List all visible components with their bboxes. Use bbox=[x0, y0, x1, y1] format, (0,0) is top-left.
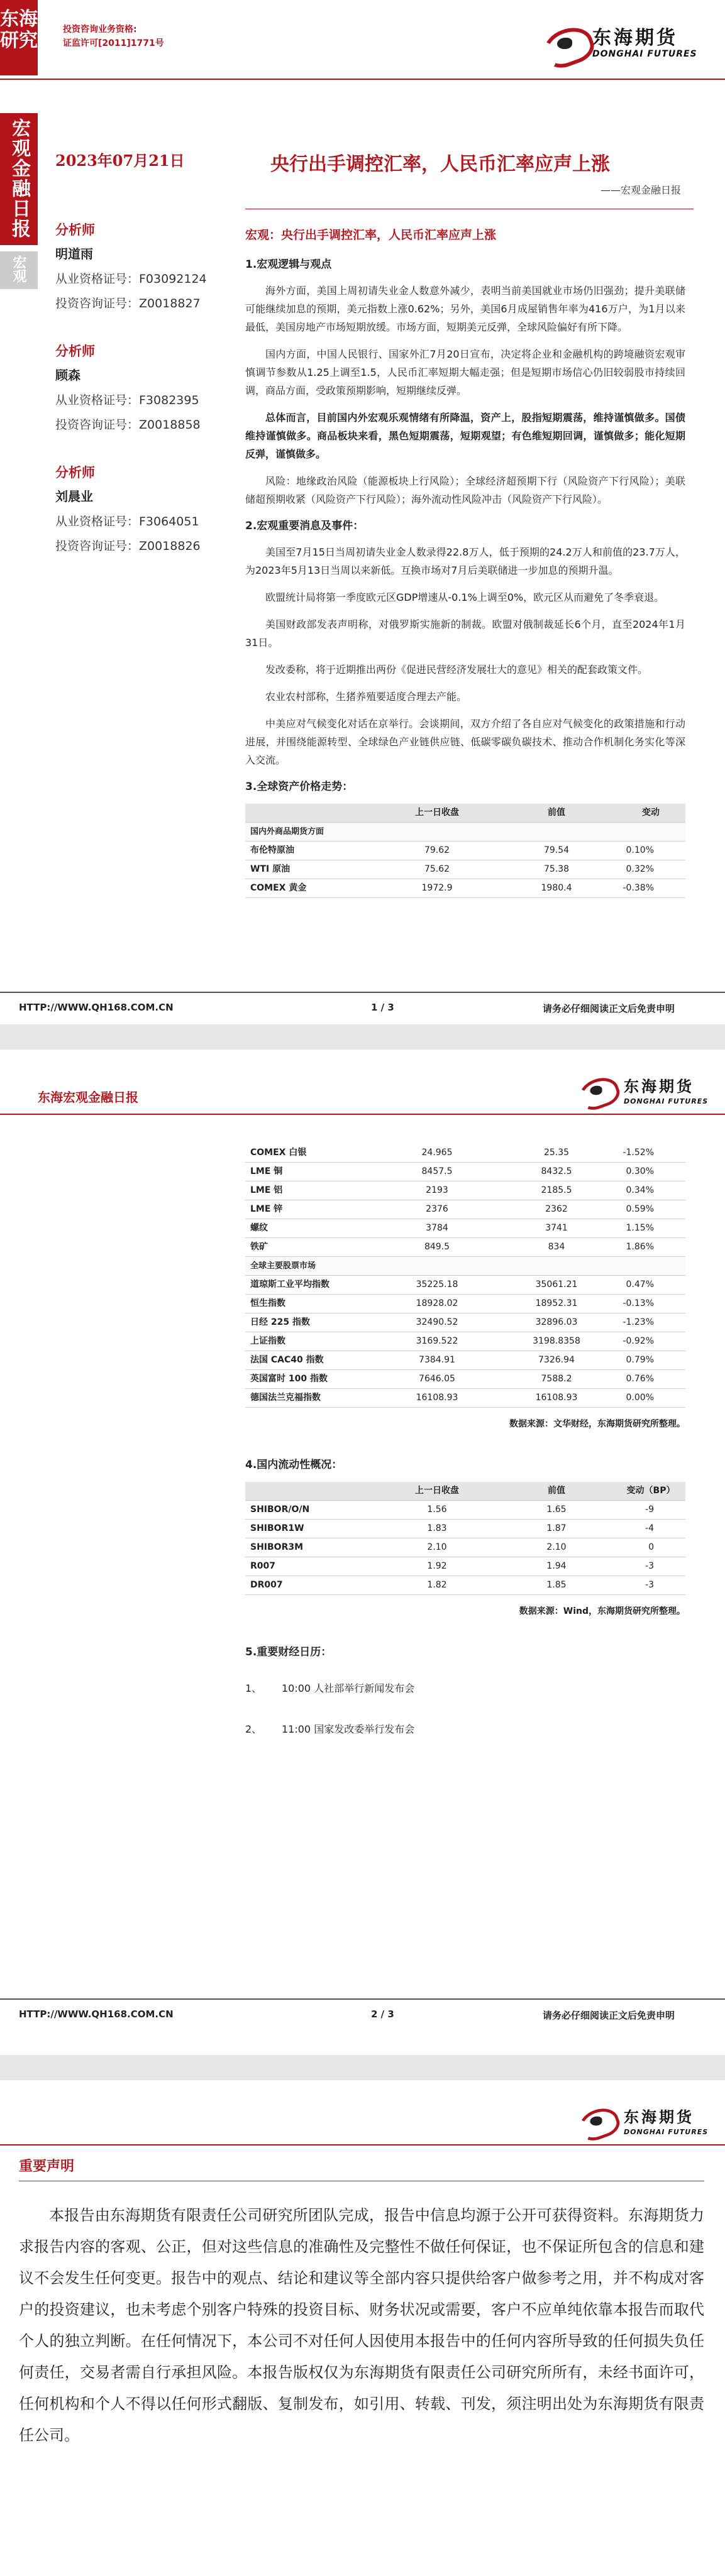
section-title: 1.宏观逻辑与观点 bbox=[245, 258, 332, 271]
donghai-logo-icon bbox=[577, 1076, 616, 1105]
table-row bbox=[245, 1520, 685, 1538]
table-cell-chg: -0.92% bbox=[616, 1332, 685, 1351]
table-row bbox=[245, 1238, 685, 1257]
section-tab: 宏观金融日报 bbox=[0, 113, 38, 245]
table-cell-name: SHIBOR/O/N bbox=[245, 1501, 377, 1520]
analyst-list bbox=[55, 220, 213, 561]
table-cell-chg: -0.38% bbox=[616, 879, 685, 898]
table-cell-last: 1.83 bbox=[377, 1520, 497, 1538]
section-title: 3.全球资产价格走势： bbox=[245, 781, 353, 793]
news-item: 发改委称，将于近期推出两份《促进民营经济发展壮大的意见》相关的配套政策文件。 bbox=[265, 664, 648, 676]
table-cell-prev: 79.54 bbox=[497, 841, 616, 860]
table-cell-last: 18928.02 bbox=[377, 1295, 497, 1313]
table-cell-last: 24.965 bbox=[377, 1144, 497, 1163]
table-cell-last: 35225.18 bbox=[377, 1276, 497, 1295]
paragraph-domestic: 国内方面，中国人民银行、国家外汇7月20日宣布，决定将企业和金融机构的跨境融资宏观审慎调节参数从1.25上调至1.5，人民币汇率短期大幅走强；但是短期市场信心仍旧较弱股市持续回调，商品方面，受政策预期影响，短期继续反弹。 bbox=[245, 348, 685, 397]
table-cell-chg: 0.32% bbox=[616, 860, 685, 879]
table-cell-last: 1.92 bbox=[377, 1557, 497, 1576]
table-cell-last: 75.62 bbox=[377, 860, 497, 879]
table-cell-last: 849.5 bbox=[377, 1238, 497, 1257]
research-side-label: 东海研究 bbox=[0, 0, 38, 75]
table-cell-prev: 35061.21 bbox=[497, 1276, 616, 1295]
table-row bbox=[245, 1295, 685, 1313]
news-item: 中美应对气候变化对话在京举行。会谈期间，双方介绍了各自应对气候变化的政策措施和行动进展，并围绕能源转型、全球绿色产业链供应链、低碳零碳负碳技术、推动合作机制化务实化等深入交流。 bbox=[245, 718, 685, 766]
table-cell-chg: 0 bbox=[616, 1538, 685, 1557]
table-cell-chg: -1.52% bbox=[616, 1144, 685, 1163]
table-header-row: 上一日收盘 前值 变动 bbox=[245, 804, 685, 823]
table-cell-last: 7384.91 bbox=[377, 1351, 497, 1370]
table-row bbox=[245, 1332, 685, 1351]
table-cell-prev: 18952.31 bbox=[497, 1295, 616, 1313]
page-1 bbox=[0, 0, 725, 1024]
table-cell-chg: 0.59% bbox=[616, 1200, 685, 1219]
table-cell-name: WTI 原油 bbox=[245, 860, 377, 879]
table-cell-name: COMEX 黄金 bbox=[245, 879, 377, 898]
page-2 bbox=[0, 1050, 725, 2055]
table-row bbox=[245, 1501, 685, 1520]
table-cell-name: DR007 bbox=[245, 1576, 377, 1595]
table-cell-prev: 3198.8358 bbox=[497, 1332, 616, 1351]
table-cell-prev: 1.65 bbox=[497, 1501, 616, 1520]
table-cell-name: SHIBOR3M bbox=[245, 1538, 377, 1557]
page-number: 1 / 3 bbox=[371, 1002, 394, 1013]
donghai-logo-icon bbox=[577, 2107, 616, 2135]
table-row bbox=[245, 860, 685, 879]
table-cell-chg: 0.10% bbox=[616, 841, 685, 860]
table-cell-prev: 7588.2 bbox=[497, 1370, 616, 1389]
table-row bbox=[245, 1200, 685, 1219]
section-title: 4.国内流动性概况： bbox=[245, 1459, 343, 1471]
report-body bbox=[245, 226, 685, 898]
table-cell-chg: -4 bbox=[616, 1520, 685, 1538]
company-logo: 东海期货 DONGHAI FUTURES bbox=[572, 2103, 708, 2139]
table-cell-chg: -1.23% bbox=[616, 1313, 685, 1332]
table-cell-name: 德国法兰克福指数 bbox=[245, 1389, 377, 1408]
section-tab-small: 宏观 bbox=[0, 251, 38, 289]
table-row bbox=[245, 1557, 685, 1576]
report-date: 2023年07月21日 bbox=[55, 151, 185, 170]
table-cell-name: 道琼斯工业平均指数 bbox=[245, 1276, 377, 1295]
table-row bbox=[245, 1144, 685, 1163]
table-row bbox=[245, 1313, 685, 1332]
table-cell-prev: 16108.93 bbox=[497, 1389, 616, 1408]
table-cell-name: 英国富时 100 指数 bbox=[245, 1370, 377, 1389]
table-cell-last: 79.62 bbox=[377, 841, 497, 860]
paragraph-view: 总体而言，目前国内外宏观乐观情绪有所降温，资产上，股指短期震荡，维持谨慎做多。国债维持谨慎做多。商品板块来看，黑色短期震荡，短期观望；有色维短期回调，谨慎做多；能化短期反弹，谨慎做多。 bbox=[245, 412, 685, 460]
table-cell-chg: -0.13% bbox=[616, 1295, 685, 1313]
table-cell-prev: 1980.4 bbox=[497, 879, 616, 898]
footer-rule bbox=[0, 1998, 725, 2000]
table-row bbox=[245, 879, 685, 898]
asset-price-table-continued bbox=[245, 1144, 685, 1408]
table-cell-prev: 834 bbox=[497, 1238, 616, 1257]
table-row bbox=[245, 1276, 685, 1295]
disclaimer-title: 重要声明 bbox=[19, 2159, 75, 2174]
table-row bbox=[245, 1181, 685, 1200]
license-info: 投资咨询业务资格: 证监许可[2011]1771号 bbox=[63, 25, 164, 48]
table-cell-last: 32490.52 bbox=[377, 1313, 497, 1332]
table-cell-name: LME 铝 bbox=[245, 1181, 377, 1200]
news-item: 欧盟统计局将第一季度欧元区GDP增速从-0.1%上调至0%，欧元区从而避免了冬季衰退。 bbox=[265, 591, 665, 603]
analyst-name: 明道雨 bbox=[55, 246, 93, 261]
table-cell-prev: 2185.5 bbox=[497, 1181, 616, 1200]
header-rule bbox=[0, 79, 725, 80]
table-cell-chg: -3 bbox=[616, 1576, 685, 1595]
table-cell-chg: 0.76% bbox=[616, 1370, 685, 1389]
table-cell-prev: 2362 bbox=[497, 1200, 616, 1219]
table-cell-name: 螺纹 bbox=[245, 1219, 377, 1238]
table-cell-last: 1.56 bbox=[377, 1501, 497, 1520]
table-cell-name: 恒生指数 bbox=[245, 1295, 377, 1313]
page-number: 2 / 3 bbox=[371, 2009, 394, 2020]
asset-price-table bbox=[245, 804, 685, 898]
table-cell-name: COMEX 白银 bbox=[245, 1144, 377, 1163]
section-title: 2.宏观重要消息及事件： bbox=[245, 520, 364, 532]
table-header-row: 上一日收盘 前值 变动（BP） bbox=[245, 1482, 685, 1501]
table-cell-prev: 75.38 bbox=[497, 860, 616, 879]
table-cell-name: 上证指数 bbox=[245, 1332, 377, 1351]
report-type: ——宏观金融日报 bbox=[600, 184, 681, 196]
table-source: 数据来源：文华财经，东海期货研究所整理。 bbox=[509, 1419, 685, 1429]
table-cell-name: 法国 CAC40 指数 bbox=[245, 1351, 377, 1370]
table-cell-name: 布伦特原油 bbox=[245, 841, 377, 860]
table-cell-chg: 0.34% bbox=[616, 1181, 685, 1200]
table-source: 数据来源：Wind，东海期货研究所整理。 bbox=[519, 1606, 685, 1616]
macro-heading: 宏观：央行出手调控汇率，人民币汇率应声上涨 bbox=[245, 228, 497, 242]
analyst-name: 刘晨业 bbox=[55, 489, 93, 504]
table-cell-name: 铁矿 bbox=[245, 1238, 377, 1257]
table-cell-prev: 1.85 bbox=[497, 1576, 616, 1595]
report-body-continued bbox=[245, 1144, 685, 1738]
news-item: 农业农村部称，生猪养殖要适度合理去产能。 bbox=[265, 691, 467, 703]
table-row bbox=[245, 1576, 685, 1595]
company-logo bbox=[541, 25, 697, 62]
table-cell-name: LME 锌 bbox=[245, 1200, 377, 1219]
company-logo: 东海期货 DONGHAI FUTURES bbox=[572, 1072, 708, 1109]
logo-cn: 东海期货 bbox=[592, 27, 678, 49]
table-row bbox=[245, 1163, 685, 1181]
table-cell-name: R007 bbox=[245, 1557, 377, 1576]
disclaimer-text: 本报告由东海期货有限责任公司研究所团队完成，报告中信息均源于公开可获得资料。东海期货力求报告内容的客观、公正，但对这些信息的准确性及完整性不做任何保证，也不保证所包含的信息和建议不会发生任何变更。报告中的观点、结论和建议等全部内容只提供给客户做参考之用，并不构成对客户的投资建议，也未考虑个别客户特殊的投资目标、财务状况或需要，客户不应单纯依靠本报告而取代个人的独立判断。在任何情况下，本公司不对任何人因使用本报告中的任何内容所导致的任何损失负任何责任，交易者需自行承担风险。本报告版权仅为东海期货有限责任公司研究所所有，未经书面许可，任何机构和个人不得以任何形式翻版、复制发布，如引用、转载、刊发，须注明出处为东海期货有限责任公司。 bbox=[19, 2206, 704, 2444]
table-cell-prev: 2.10 bbox=[497, 1538, 616, 1557]
footer-notice: 请务必仔细阅读正文后免责申明 bbox=[542, 2010, 675, 2021]
analyst-name: 顾森 bbox=[55, 368, 80, 383]
table-cell-last: 2376 bbox=[377, 1200, 497, 1219]
table-cell-chg: 0.47% bbox=[616, 1276, 685, 1295]
analyst-card: 分析师 明道雨 从业资格证号：F03092124 投资咨询证号：Z0018827 bbox=[55, 220, 213, 311]
calendar-item: 2、 11:00 国家发改委举行发布会 bbox=[245, 1723, 415, 1735]
table-cell-prev: 8432.5 bbox=[497, 1163, 616, 1181]
table-cell-name: LME 铜 bbox=[245, 1163, 377, 1181]
table-cell-chg: 0.00% bbox=[616, 1389, 685, 1408]
table-cell-chg: 1.86% bbox=[616, 1238, 685, 1257]
table-cell-chg: -3 bbox=[616, 1557, 685, 1576]
news-item: 美国财政部发表声明称，对俄罗斯实施新的制裁。欧盟对俄制裁延长6个月，直至2024年1月31日。 bbox=[245, 618, 685, 649]
footer-url[interactable]: HTTP://WWW.QH168.COM.CN bbox=[19, 1002, 174, 1013]
table-cell-last: 8457.5 bbox=[377, 1163, 497, 1181]
paragraph-risk: 风险：地缘政治风险（能源板块上行风险）；全球经济超预期下行（风险资产下行风险）；美联储超预期收紧（风险资产下行风险）；海外流动性风险冲击（风险资产下行风险）。 bbox=[245, 475, 685, 505]
calendar-item: 1、 10:00 人社部举行新闻发布会 bbox=[245, 1682, 415, 1694]
table-cell-prev: 25.35 bbox=[497, 1144, 616, 1163]
table-group-row: 全球主要股票市场 bbox=[245, 1257, 685, 1276]
table-cell-chg: -9 bbox=[616, 1501, 685, 1520]
table-cell-chg: 0.30% bbox=[616, 1163, 685, 1181]
footer-notice: 请务必仔细阅读正文后免责申明 bbox=[542, 1003, 675, 1014]
table-row bbox=[245, 1351, 685, 1370]
header-rule bbox=[0, 2144, 725, 2146]
donghai-logo-icon bbox=[541, 25, 589, 62]
table-cell-last: 16108.93 bbox=[377, 1389, 497, 1408]
table-row bbox=[245, 841, 685, 860]
page-3 bbox=[0, 2080, 725, 2576]
table-row bbox=[245, 1370, 685, 1389]
table-cell-prev: 3741 bbox=[497, 1219, 616, 1238]
table-group-row: 国内外商品期货方面 bbox=[245, 823, 685, 841]
table-cell-last: 1972.9 bbox=[377, 879, 497, 898]
table-cell-last: 2.10 bbox=[377, 1538, 497, 1557]
table-cell-prev: 32896.03 bbox=[497, 1313, 616, 1332]
analyst-card: 分析师 顾森 从业资格证号：F3082395 投资咨询证号：Z0018858 bbox=[55, 341, 213, 432]
table-cell-last: 2193 bbox=[377, 1181, 497, 1200]
table-cell-last: 7646.05 bbox=[377, 1370, 497, 1389]
section-title: 5.重要财经日历： bbox=[245, 1646, 332, 1658]
footer-rule bbox=[0, 992, 725, 993]
table-cell-prev: 1.87 bbox=[497, 1520, 616, 1538]
table-cell-prev: 1.94 bbox=[497, 1557, 616, 1576]
table-row bbox=[245, 1538, 685, 1557]
table-cell-chg: 0.79% bbox=[616, 1351, 685, 1370]
table-cell-prev: 7326.94 bbox=[497, 1351, 616, 1370]
table-cell-last: 3784 bbox=[377, 1219, 497, 1238]
table-row bbox=[245, 1219, 685, 1238]
paragraph-overseas: 海外方面，美国上周初请失业金人数意外减少，表明当前美国就业市场仍旧强劲；提升美联储可能继续加息的预期，美元指数上涨0.62%；另外，美国6月成屋销售年率为416万户，为1月以来最低，美国房地产市场短期放缓。市场方面，短期美元反弹，全球风险偏好有所下降。 bbox=[245, 285, 685, 333]
footer-url[interactable]: HTTP://WWW.QH168.COM.CN bbox=[19, 2009, 174, 2020]
table-cell-name: SHIBOR1W bbox=[245, 1520, 377, 1538]
liquidity-table bbox=[245, 1482, 685, 1595]
logo-en: DONGHAI FUTURES bbox=[592, 49, 697, 59]
page-header-title: 东海宏观金融日报 bbox=[38, 1090, 138, 1105]
table-cell-chg: 1.15% bbox=[616, 1219, 685, 1238]
report-title: 央行出手调控汇率，人民币汇率应声上涨 bbox=[270, 153, 610, 175]
table-cell-last: 3169.522 bbox=[377, 1332, 497, 1351]
calendar-list bbox=[245, 1679, 685, 1738]
analyst-card: 分析师 刘晨业 从业资格证号：F3064051 投资咨询证号：Z0018826 bbox=[55, 463, 213, 554]
news-item: 美国至7月15日当周初请失业金人数录得22.8万人，低于预期的24.2万人和前值的23.7万人，为2023年5月13日当周以来新低。互换市场对7月后美联储进一步加息的预期升温。 bbox=[245, 546, 685, 576]
header-rule bbox=[0, 1114, 725, 1115]
table-row bbox=[245, 1389, 685, 1408]
table-cell-last: 1.82 bbox=[377, 1576, 497, 1595]
table-cell-name: 日经 225 指数 bbox=[245, 1313, 377, 1332]
